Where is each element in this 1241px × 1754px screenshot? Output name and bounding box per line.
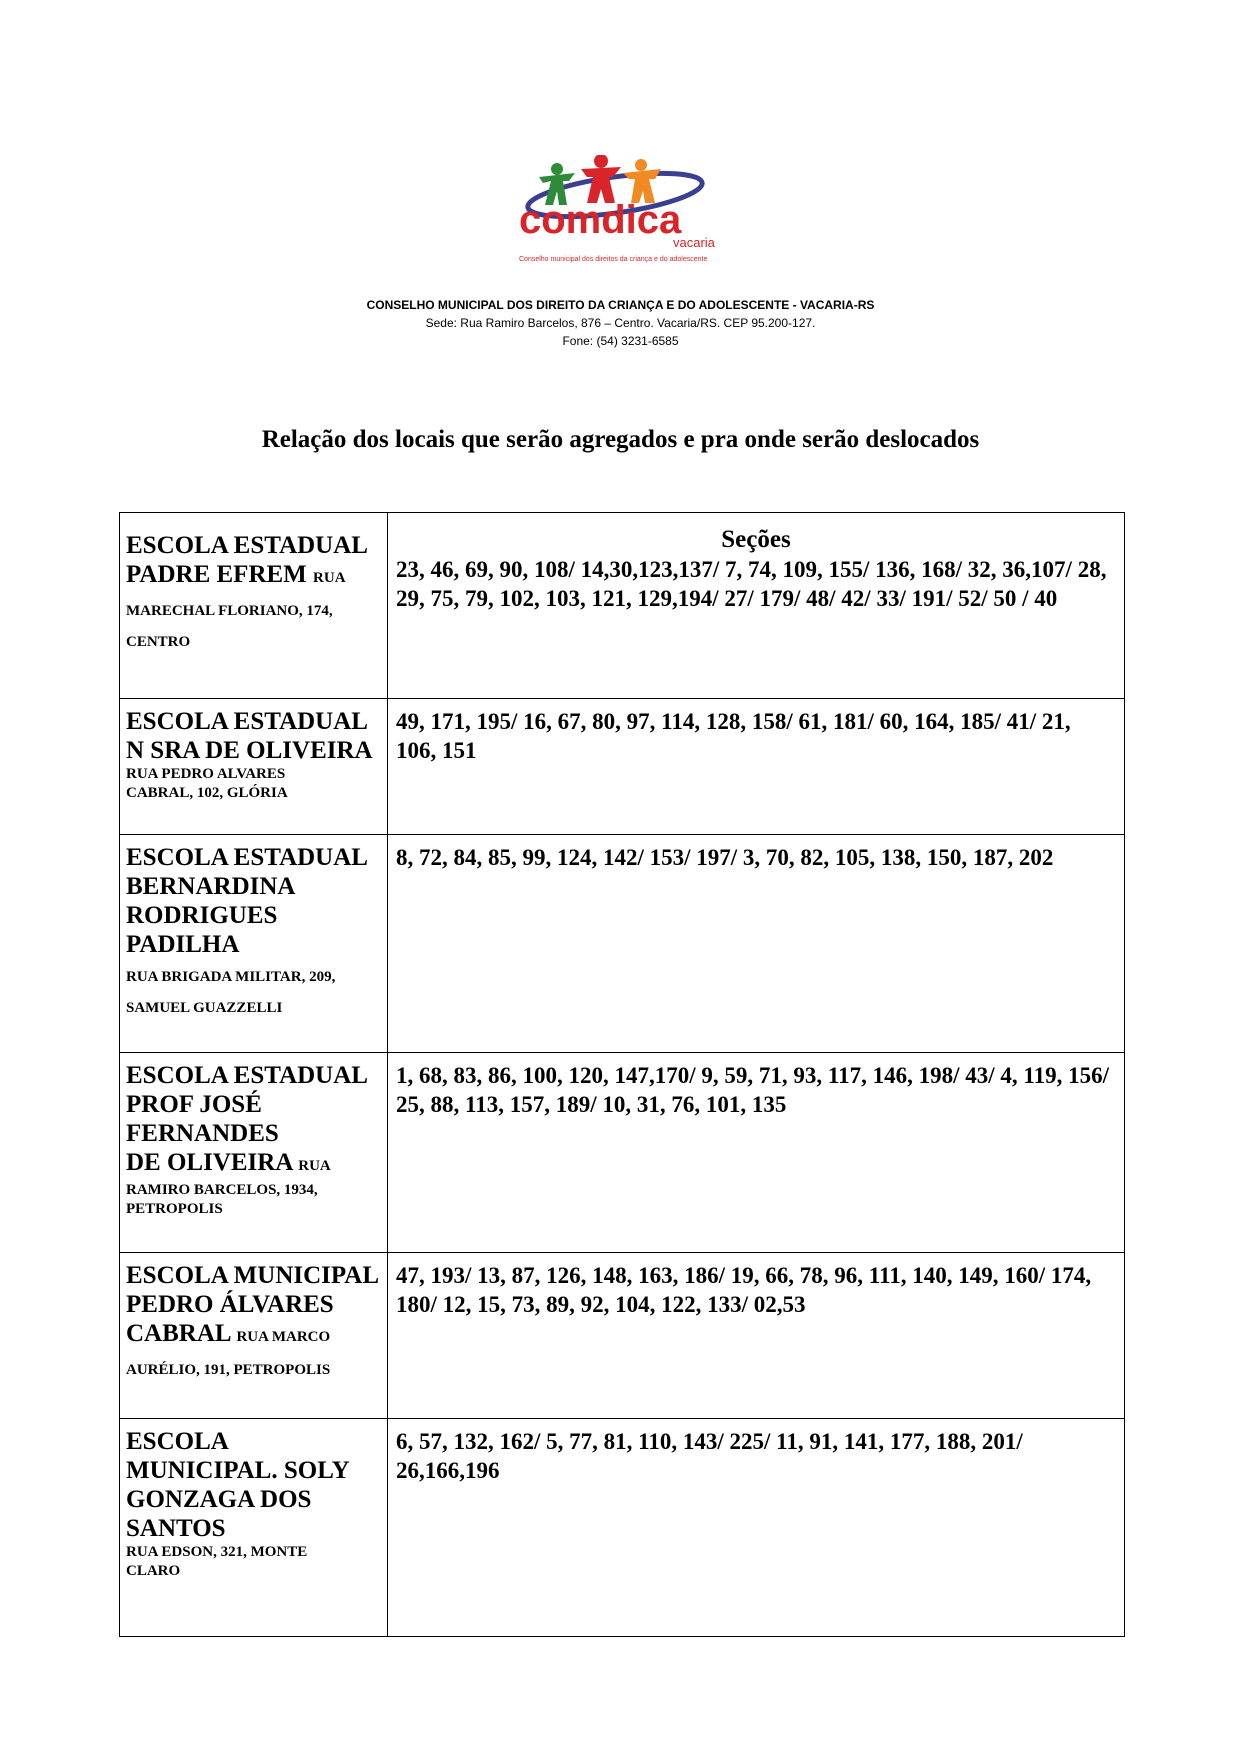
school-name-line: PADRE EFREM RUA [126,561,346,588]
school-address-line: RUA EDSON, 321, MONTE [126,1544,308,1560]
school-name-line: ESCOLA ESTADUAL [126,708,368,735]
school-name-line: MUNICIPAL. SOLY [126,1457,350,1484]
school-address-line: RAMIRO BARCELOS, 1934, [126,1182,318,1198]
school-address-inline: RUA [313,570,346,586]
organization-address: Sede: Rua Ramiro Barcelos, 876 – Centro. Vacaria/RS. CEP 95.200-127. [425,316,816,330]
table-row [120,835,1125,1053]
section-numbers: 49, 171, 195/ 16, 67, 80, 97, 114, 128, 158/ 61, 181/ 60, 164, 185/ 41/ 21, 106, 151 [396,709,1071,763]
school-address-line: AURÉLIO, 191, PETROPOLIS [126,1362,331,1378]
school-cell [120,513,388,699]
school-name-line: FERNANDES [126,1120,279,1147]
section-numbers: 1, 68, 83, 86, 100, 120, 147,170/ 9, 59, 71, 93, 117, 146, 198/ 43/ 4, 119, 156/ 25, 88, 113, 157, 189/ 10, 31, 76, 101, 135 [396,1063,1110,1117]
sections-cell [388,699,1125,835]
school-name-line: PADILHA [126,931,240,958]
logo-city: vacaria [673,235,715,250]
section-numbers: 6, 57, 132, 162/ 5, 77, 81, 110, 143/ 225/ 11, 91, 141, 177, 188, 201/ 26,166,196 [396,1429,1023,1483]
school-name-line: GONZAGA DOS [126,1486,312,1513]
logo-tagline: Conselho municipal dos direitos da criança e do adolescente [519,256,708,263]
school-name-line: PEDRO ÁLVARES [126,1291,334,1318]
school-address-line: SAMUEL GUAZZELLI [126,1000,283,1016]
school-cell [120,835,388,1053]
school-name-line: ESCOLA [126,1428,229,1455]
school-name-line: N SRA DE OLIVEIRA [126,737,373,764]
sections-cell [388,513,1125,699]
section-numbers: 47, 193/ 13, 87, 126, 148, 163, 186/ 19, 66, 78, 96, 111, 140, 149, 160/ 174, 180/ 12, 15, 73, 89, 92, 104, 122, 133/ 02,53 [396,1263,1092,1317]
page-title: Relação dos locais que serão agregados e pra onde serão deslocados [261,426,980,453]
school-address-line: MARECHAL FLORIANO, 174, [126,603,333,619]
table-row [120,1253,1125,1419]
school-address-line: RUA PEDRO ALVARES [126,766,286,782]
school-name-line: CABRAL RUA MARCO [126,1320,331,1347]
school-cell [120,1253,388,1419]
school-name-line: PROF JOSÉ [126,1091,262,1118]
sections-cell [388,835,1125,1053]
sections-cell [388,1253,1125,1419]
table-row [120,513,1125,699]
sections-table [119,512,1125,1637]
school-address-line: RUA BRIGADA MILITAR, 209, [126,969,336,985]
school-cell [120,1053,388,1253]
school-name-line: ESCOLA ESTADUAL [126,532,368,559]
comdica-logo-graphic [515,155,725,267]
school-address-line: CABRAL, 102, GLÓRIA [126,785,288,801]
school-address-line: CLARO [126,1563,181,1579]
organization-name: CONSELHO MUNICIPAL DOS DIREITO DA CRIANÇA E DO ADOLESCENTE - VACARIA-RS [366,298,875,312]
school-cell [120,699,388,835]
logo-name: comdica [519,198,682,242]
table-row [120,1053,1125,1253]
sections-cell [388,1053,1125,1253]
school-address-line: CENTRO [126,634,191,650]
comdica-logo [515,155,725,267]
sections-cell [388,1419,1125,1637]
section-numbers: 23, 46, 69, 90, 108/ 14,30,123,137/ 7, 74, 109, 155/ 136, 168/ 32, 36,107/ 28, 29, 75, 79, 102, 103, 121, 129,194/ 27/ 179/ 48/ 42/ 33/ 191/ 52/ 50 / 40 [396,557,1107,611]
school-cell [120,1419,388,1637]
sections-heading: Seções [721,526,791,553]
school-name-line: RODRIGUES [126,902,278,929]
letterhead [0,296,1241,350]
school-address-line: PETROPOLIS [126,1201,223,1217]
school-name-line: ESCOLA ESTADUAL [126,1062,368,1089]
school-name-line: SANTOS [126,1515,226,1542]
school-name-line: BERNARDINA [126,873,296,900]
organization-phone: Fone: (54) 3231-6585 [562,334,679,348]
section-numbers: 8, 72, 84, 85, 99, 124, 142/ 153/ 197/ 3, 70, 82, 105, 138, 150, 187, 202 [396,845,1054,870]
school-address-inline: RUA [298,1158,331,1174]
table-row [120,699,1125,835]
table-row [120,1419,1125,1637]
school-name-line: ESCOLA MUNICIPAL [126,1262,380,1289]
school-name-line: ESCOLA ESTADUAL [126,844,368,871]
school-name-line: DE OLIVEIRA RUA [126,1149,331,1176]
school-address-inline: RUA MARCO [236,1329,331,1345]
